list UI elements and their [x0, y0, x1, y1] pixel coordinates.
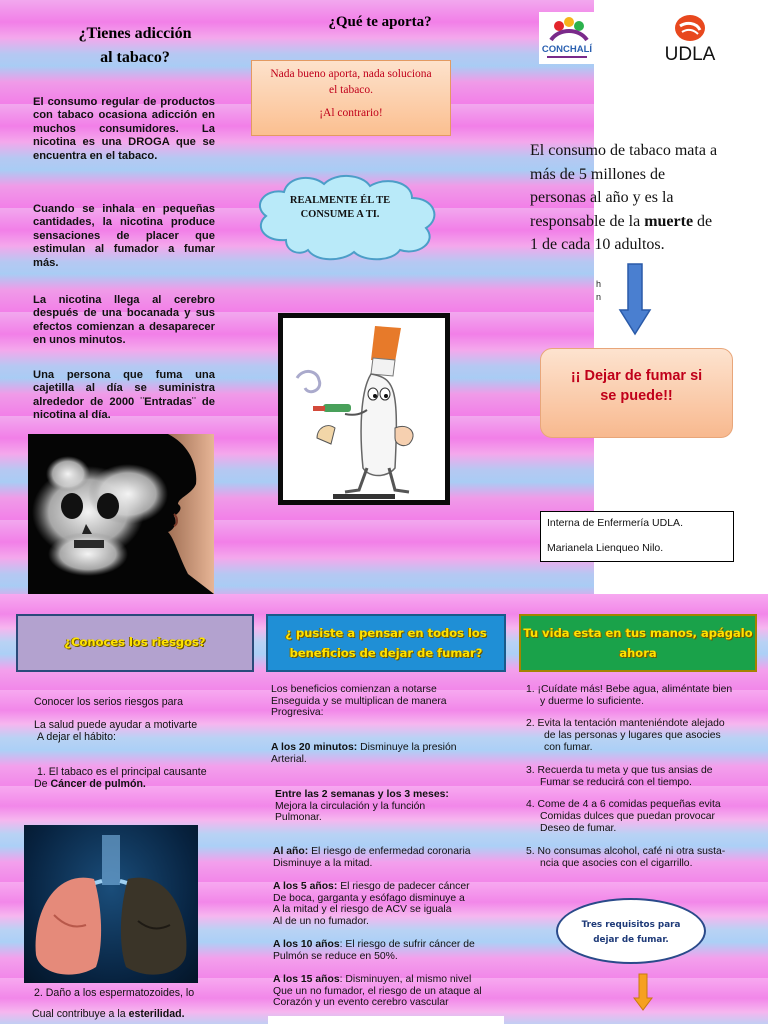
risks-intro-3: A dejar el hábito:	[37, 731, 116, 743]
cigarette-cartoon-frame	[278, 313, 450, 505]
risk-item-2-cont: Cual contribuye a la esterilidad.	[32, 1008, 185, 1020]
lungs-photo	[24, 825, 198, 983]
three-requirements-oval: Tres requisitos para dejar de fumar.	[556, 898, 706, 964]
benefits-header: ¿ pusiste a pensar en todos los beneficios de dejar de fumar?	[266, 614, 506, 672]
benefit-2-weeks: Entre las 2 semanas y los 3 meses: Mejora la circulación y la función Pulmonar.	[275, 789, 449, 824]
tip-5: 5. No consumas alcohol, café ni otra susta- ncia que asocies con el cigarrillo.	[526, 846, 726, 869]
what-it-gives-title: ¿Qué te aporta?	[328, 14, 432, 30]
risk-item-2: 2. Daño a los espermatozoides, lo	[34, 987, 195, 999]
risk-item-1: 1. El tabaco es el principal causante	[37, 766, 207, 778]
stray-letter-n: n	[596, 292, 602, 302]
nothing-good-box: Nada bueno aporta, nada soluciona el tabaco. ¡Al contrario!	[251, 60, 451, 136]
down-arrow-orange-icon	[632, 972, 654, 1012]
risks-header: ¿Conoces los riesgos?	[16, 614, 254, 672]
benefits-intro: Los beneficios comienzan a notarse Enseguida y se multiplican de manera Progresiva:	[271, 684, 447, 719]
tip-3: 3. Recuerda tu meta y que tus ansias de Fumar se reducirá con el tiempo.	[526, 765, 713, 788]
paragraph-pack: Una persona que fuma una cajetilla al día se suministra alrededor de 2000 ¨Entradas¨ de nicotina al día.	[33, 369, 215, 422]
benefit-15-years: A los 15 años: Disminuyen, al mismo nivel Que un no fumador, el riesgo de un ataque al Corazón y un evento cerebro vascular	[273, 974, 482, 1009]
author-credit-box: Interna de Enfermería UDLA. Marianela Lienqueo Nilo.	[540, 511, 734, 562]
tip-2: 2. Evita la tentación manteniéndote alejado de las personas y lugares que asocies con fumar.	[526, 718, 725, 753]
consumes-you-cloud-text: REALMENTE ÉL TE CONSUME A TI.	[289, 195, 391, 220]
paragraph-inhalation: Cuando se inhala en pequeñas cantidades, la nicotina produce sensaciones de placer que estimulan al fumador a fumar más.	[33, 203, 215, 269]
risks-intro-2: La salud puede ayudar a motivarte	[34, 719, 198, 731]
down-arrow-blue-icon	[618, 262, 652, 336]
benefit-5-years: A los 5 años: El riesgo de padecer cáncer De boca, garganta y esófago disminuye a A la mitad y el riesgo de ACV se iguala Al de un no fumador.	[273, 881, 470, 927]
life-in-your-hands-header: Tu vida esta en tus manos, apágalo ahora	[519, 614, 757, 672]
svg-text:CONCHALÍ: CONCHALÍ	[541, 44, 593, 55]
udla-logo	[650, 12, 730, 64]
benefit-20-minutes: A los 20 minutos: Disminuye la presión Arterial.	[271, 742, 457, 765]
risk-item-1-cont: De Cáncer de pulmón.	[34, 778, 146, 790]
conchali-logo	[539, 12, 595, 64]
risks-intro-1: Conocer los serios riesgos para	[34, 696, 183, 708]
stray-letter-h: h	[596, 279, 602, 289]
cigarette-cartoon-illustration	[283, 318, 445, 500]
smoke-skull-photo	[28, 434, 214, 594]
addiction-title: ¿Tienes adicción al tabaco?	[78, 25, 192, 66]
paragraph-brain: La nicotina llega al cerebro después de una bocanada y sus efectos comienzan a desaparecer en unos minutos.	[33, 294, 215, 347]
benefit-10-years: A los 10 años: El riesgo de sufrir cáncer de Pulmón se reduce en 50%.	[273, 939, 475, 962]
svg-text:UDLA: UDLA	[664, 44, 716, 64]
benefit-1-year: Al año: El riesgo de enfermedad coronaria Disminuye a la mitad.	[273, 846, 471, 869]
paragraph-consumption: El consumo regular de productos con tabaco ocasiona adicción en muchos consumidores. La nicotina es una DROGA que se encuentra en el tabaco.	[33, 96, 215, 162]
quit-smoking-box: ¡¡ Dejar de fumar si se puede!!	[540, 348, 733, 438]
tip-4: 4. Come de 4 a 6 comidas pequeñas evita Comidas dulces que puedan provocar Deseo de fumar.	[526, 799, 721, 834]
mortality-statistic: El consumo de tabaco mata a más de 5 millones de personas al año y es la responsable de la muerte de 1 de cada 10 adultos.	[530, 142, 718, 253]
tip-1: 1. ¡Cuídate más! Bebe agua, aliméntate bien y duerme lo suficiente.	[526, 684, 733, 707]
next-image-peek	[268, 1016, 504, 1024]
